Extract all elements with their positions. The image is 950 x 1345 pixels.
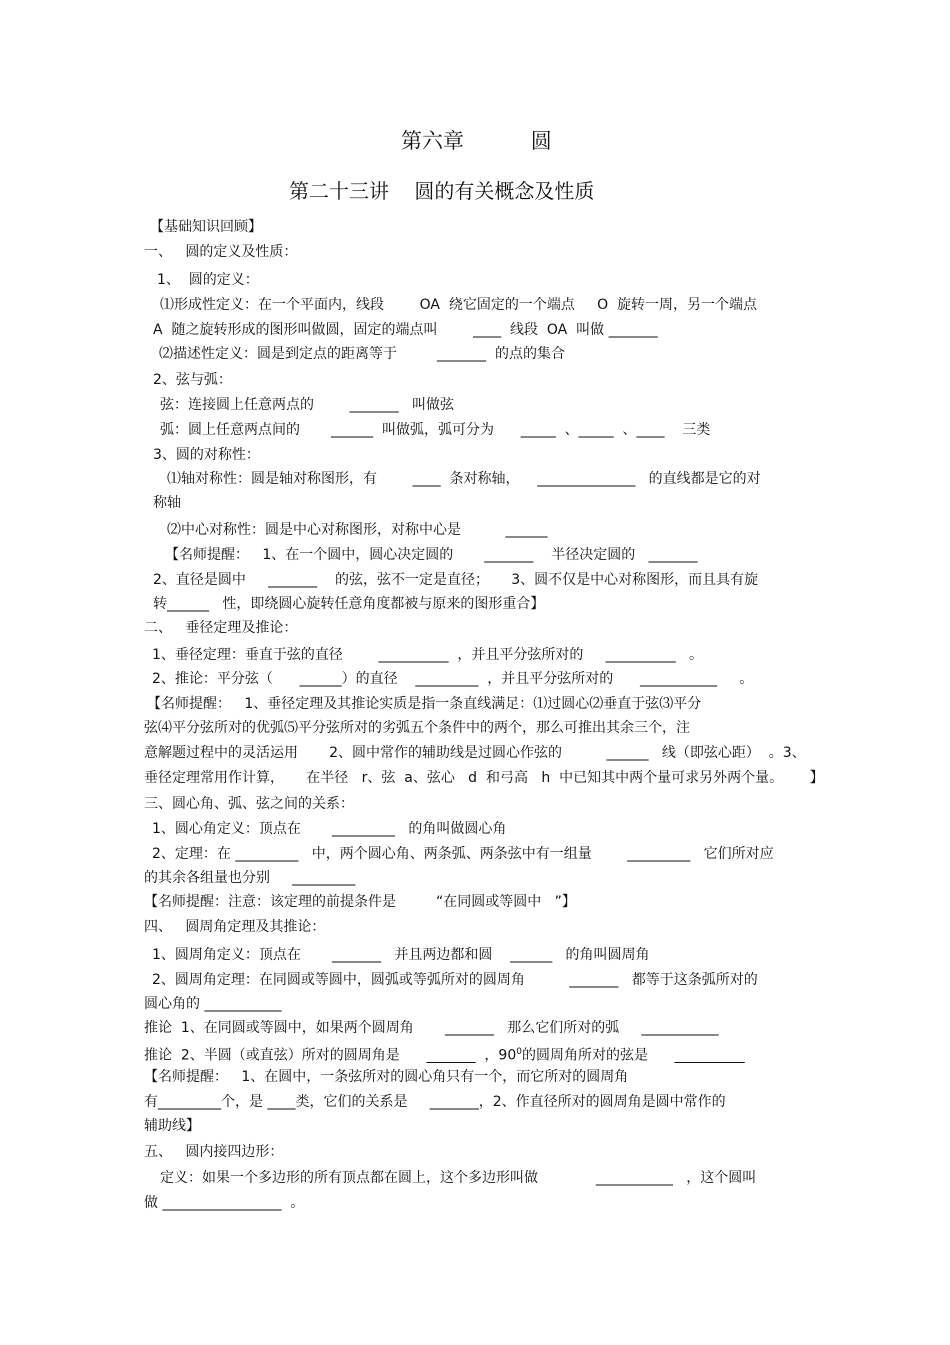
text-line: 辅助线】	[144, 1118, 200, 1134]
section-heading-2: 二、 垂径定理及推论：	[144, 620, 298, 636]
text-line: 2、弦与弧：	[153, 372, 232, 388]
text-line: A 随之旋转形成的图形叫做圆，固定的端点叫 ____ 线段 OA 叫做 _______	[153, 322, 658, 338]
chapter-title: 第六章 圆	[401, 129, 552, 153]
text-line: 2、定理：在 _________ 中，两个圆心角、两条弧、两条弦中有一组量 _________ 它们所对应	[152, 846, 774, 862]
text-line: 弦⑷平分弦所对的优弧⑸平分弦所对的劣弧五个条件中的两个，那么可推出其余三个，注	[144, 720, 690, 736]
text-line: 称轴	[153, 495, 181, 511]
section-heading-1: 一、 圆的定义及性质：	[144, 244, 298, 260]
text-line: 2、直径是圆中 _______ 的弦，弦不一定是直径； 3、圆不仅是中心对称图形，而且具有旋	[153, 572, 759, 588]
text-line: 2、圆周角定理：在同圆或等圆中，圆弧或等弧所对的圆周角 _______ 都等于这条弧所对的	[152, 972, 758, 988]
section-header-review: 【基础知识回顾】	[150, 219, 262, 235]
text-line: ⑵中心对称性：圆是中心对称图形，对称中心是 ______	[167, 522, 548, 538]
text-line: 1、 圆的定义：	[157, 272, 259, 288]
text-line: ⑵描述性定义：圆是到定点的距离等于 _______ 的点的集合	[159, 346, 565, 362]
section-heading-5: 五、 圆内接四边形：	[144, 1144, 284, 1160]
teacher-tip: 【名师提醒： 1、在圆中，一条弦所对的圆心角只有一个，而它所对的圆周角	[144, 1069, 629, 1085]
text-line: 垂径定理常用作计算， 在半径 r、弦 a、弦心 d 和弓高 h 中已知其中两个量可求另外两个量。 】	[144, 770, 824, 786]
text-line: 1、圆周角定义：顶点在 _______ 并且两边都和圆 ______ 的角叫圆周角	[152, 947, 650, 963]
text-line: 2、推论：平分弦（ ______）的直径 _________ ，并且平分弦所对的 ___________ 。	[152, 671, 754, 687]
lecture-title: 第二十三讲 圆的有关概念及性质	[289, 179, 595, 203]
text-line: 定义：如果一个多边形的所有顶点都在圆上，这个多边形叫做 ___________ ，这个圆叫	[160, 1170, 757, 1186]
text-line: 3、圆的对称性：	[153, 447, 260, 463]
section-heading-3: 三、圆心角、弧、弦之间的关系：	[144, 796, 354, 812]
corollary-2-tail: 的圆周角所对的弦是 __________	[521, 1047, 745, 1064]
text-line: 转______ 性，即绕圆心旋转任意角度都被与原来的图形重合】	[153, 596, 545, 612]
corollary-2-text: 推论 2、半圆（或直弦）所对的圆周角是 _______ ，90	[144, 1047, 517, 1064]
teacher-tip: 【名师提醒： 1、垂径定理及其推论实质是指一条直线满足：⑴过圆心⑵垂直于弦⑶平分	[147, 696, 702, 712]
teacher-tip: 【名师提醒： 1、在一个圆中，圆心决定圆的 _______ 半径决定圆的 _______	[165, 547, 698, 563]
text-line: 弦：连接圆上任意两点的 _______ 叫做弦	[160, 397, 454, 413]
text-line: 1、垂径定理：垂直于弦的直径 __________ ，并且平分弦所对的 __________ 。	[152, 647, 704, 663]
text-line: 做 _________________ 。	[144, 1195, 305, 1211]
teacher-tip: 【名师提醒：注意：该定理的前提条件是 “在同圆或等圆中 ”】	[144, 894, 576, 910]
text-line: 弧：圆上任意两点间的 ______ 叫做弧，弧可分为 _____ 、_____ 、____ 三类	[160, 422, 711, 438]
section-heading-4: 四、 圆周角定理及其推论：	[144, 919, 326, 935]
text-line: ⑴轴对称性：圆是轴对称图形，有 ____ 条对称轴， ______________ 的直线都是它的对	[167, 471, 761, 487]
text-line: 意解题过程中的灵活运用 2、圆中常作的辅助线是过圆心作弦的 ______ 线（即弦心距） 。3、	[144, 745, 806, 761]
text-line	[144, 1043, 745, 1065]
text-line: 的其余各组量也分别 _________	[144, 870, 356, 886]
text-line: ⑴形成性定义：在一个平面内，线段 OA 绕它固定的一个端点 O 旋转一周，另一个端点	[160, 297, 758, 313]
degree-superscript: 0	[516, 1047, 522, 1057]
text-line: 圆心角的 ___________	[144, 996, 282, 1012]
text-line: 有_________个，是 ____类，它们的关系是 _______，2、作直径所对的圆周角是圆中常作的	[144, 1094, 726, 1110]
text-line: 1、圆心角定义：顶点在 _________ 的角叫做圆心角	[152, 821, 507, 837]
text-line: 推论 1、在同圆或等圆中，如果两个圆周角 _______ 那么它们所对的弧 ___________	[144, 1020, 719, 1036]
